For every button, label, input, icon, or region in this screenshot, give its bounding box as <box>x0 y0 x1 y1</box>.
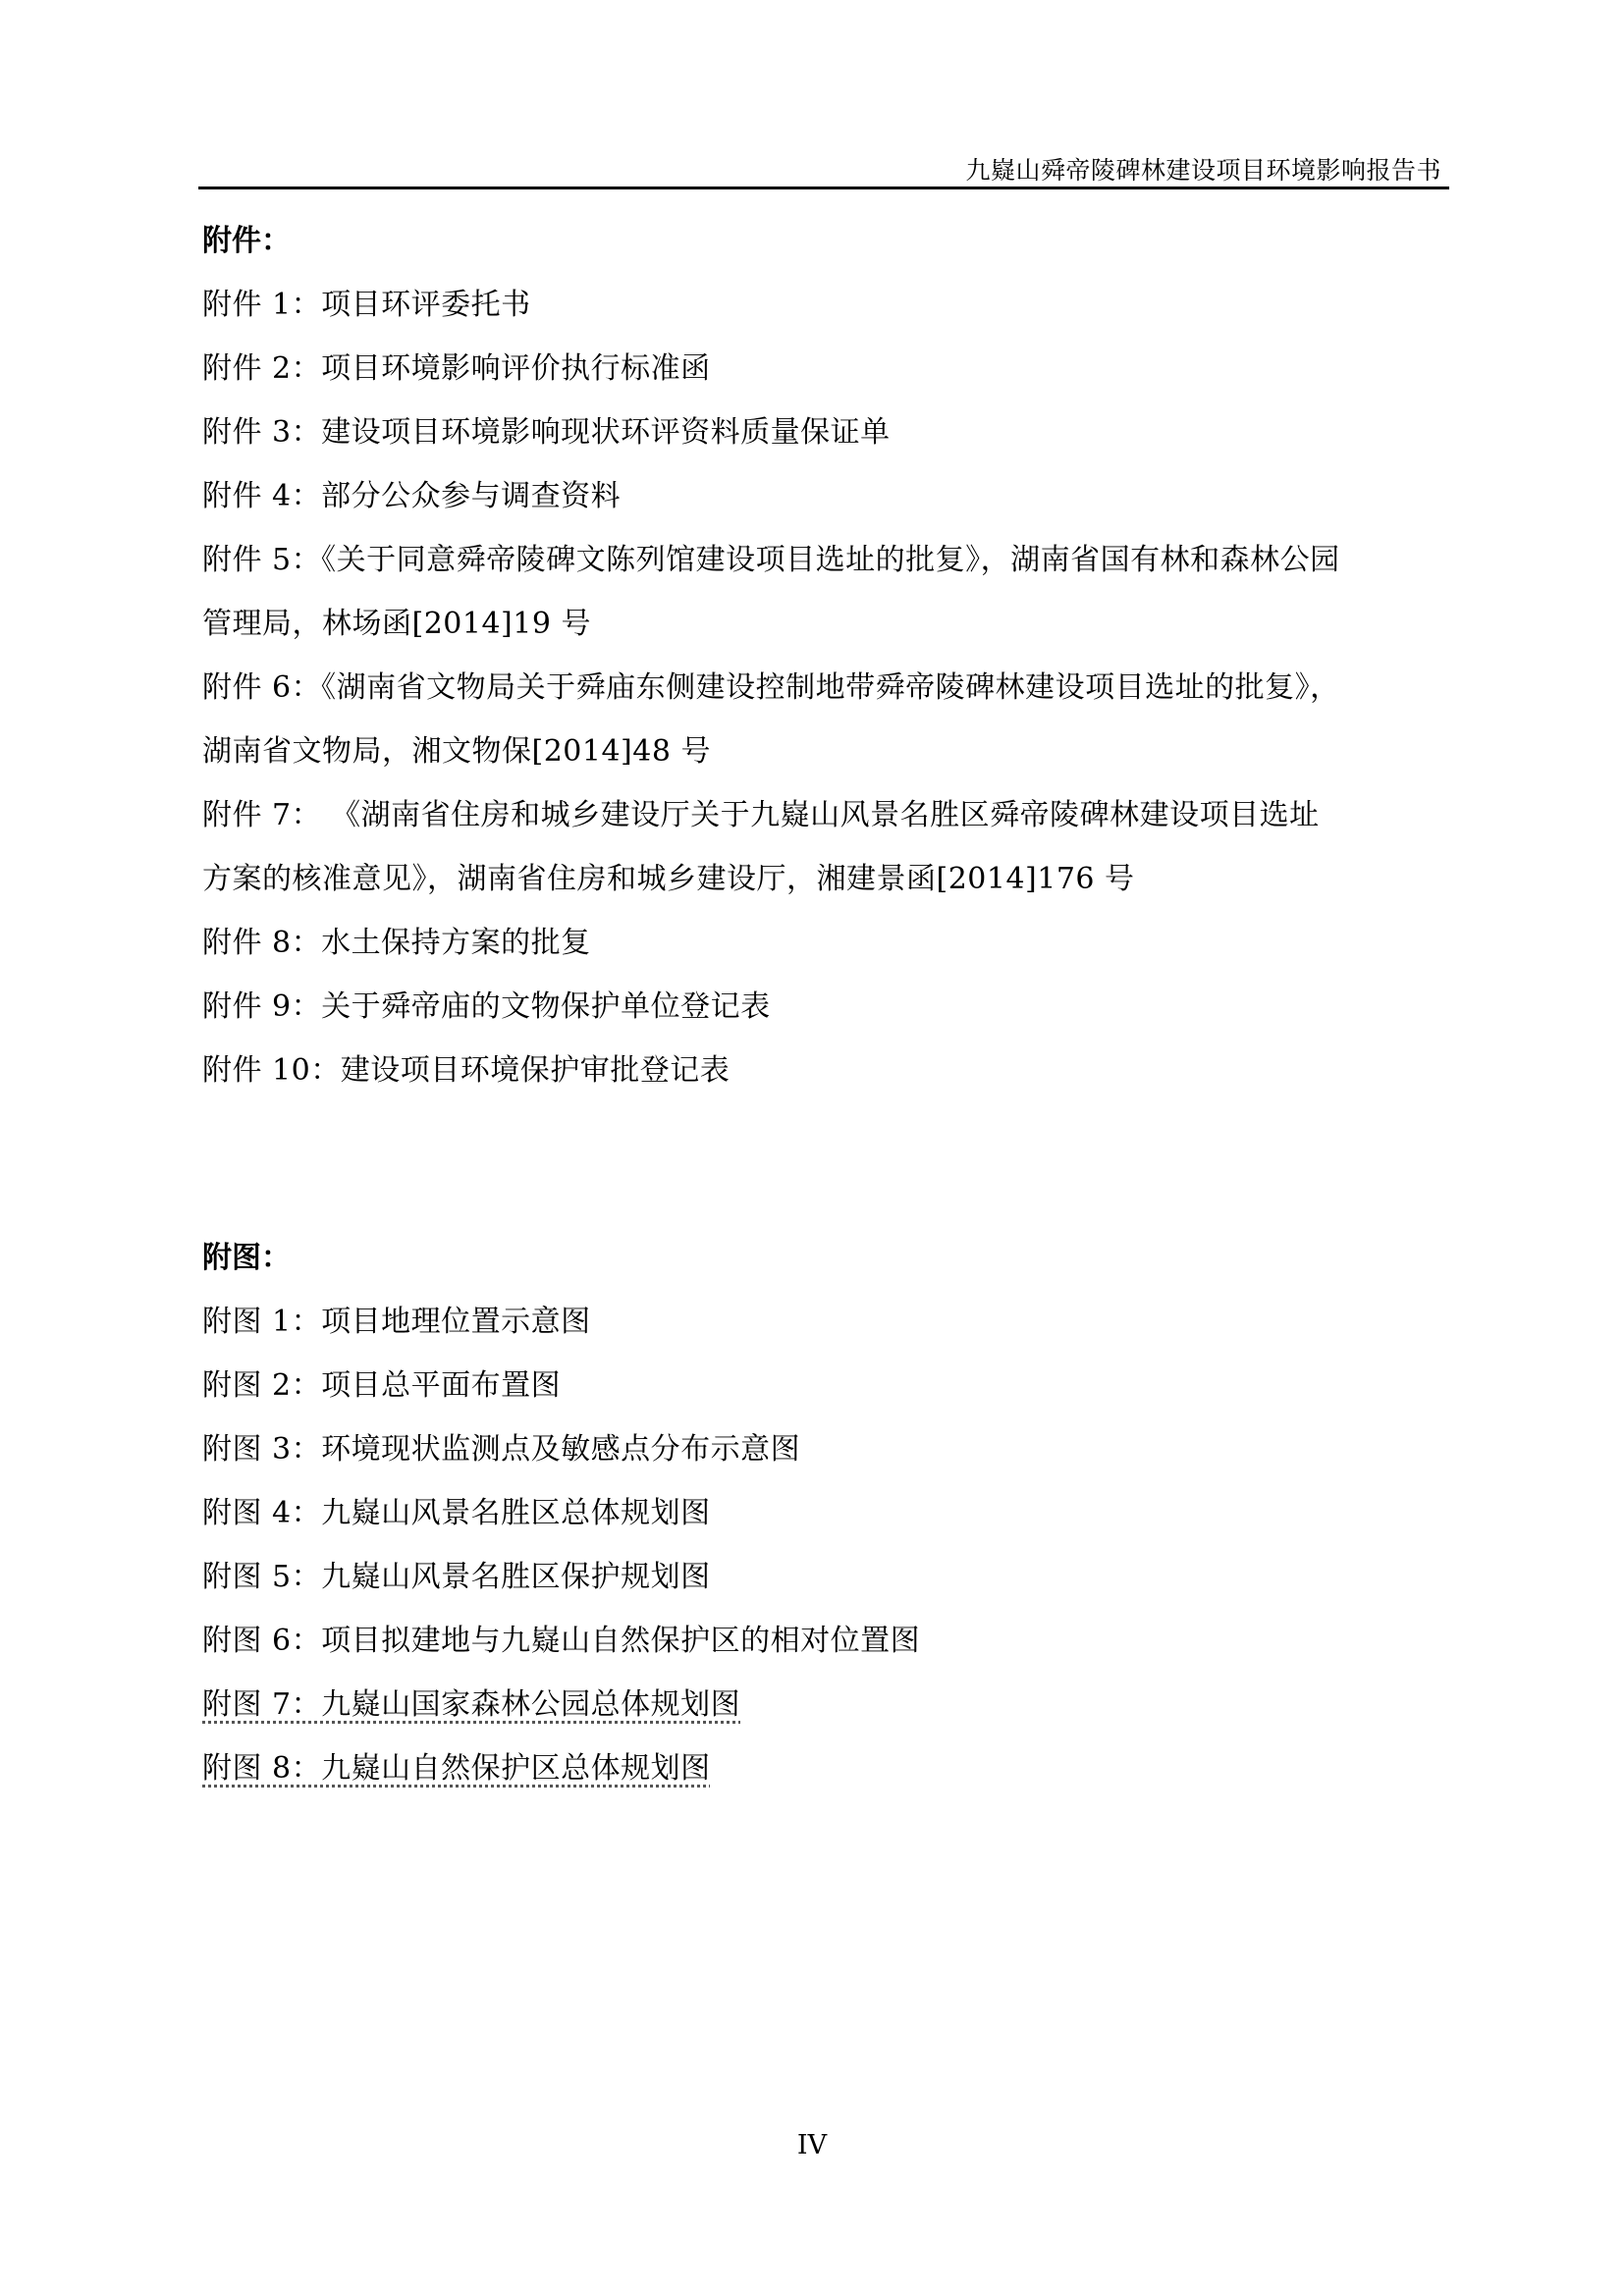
figure-item-6: 附图 6：项目拟建地与九嶷山自然保护区的相对位置图 <box>202 1624 921 1658</box>
page-number: IV <box>796 2130 828 2161</box>
attachment-item-4: 附件 4：部分公众参与调查资料 <box>202 479 622 513</box>
attachments-section <box>202 210 1449 1102</box>
attachments-title: 附件： <box>202 224 291 258</box>
running-header: 九嶷山舜帝陵碑林建设项目环境影响报告书 <box>965 156 1441 185</box>
figure-item-3: 附图 3：环境现状监测点及敏感点分布示意图 <box>202 1432 801 1467</box>
attachment-item-8: 附件 8：水土保持方案的批复 <box>202 926 591 960</box>
attachment-item-5-line-2: 管理局，林场函[2014]19 号 <box>202 607 591 641</box>
attachment-item-10: 附件 10：建设项目环境保护审批登记表 <box>202 1053 731 1088</box>
figures-title: 附图： <box>202 1241 291 1275</box>
attachment-item-9: 附件 9：关于舜帝庙的文物保护单位登记表 <box>202 989 771 1024</box>
figure-item-7-text: 附图 7：九嶷山国家森林公园总体规划图 <box>202 1687 741 1722</box>
attachment-item-2: 附件 2：项目环境影响评价执行标准函 <box>202 351 711 386</box>
attachment-item-7-line-2: 方案的核准意见》，湖南省住房和城乡建设厅，湘建景函[2014]176 号 <box>202 862 1135 896</box>
figure-item-2: 附图 2：项目总平面布置图 <box>202 1368 562 1403</box>
attachment-item-3: 附件 3：建设项目环境影响现状环评资料质量保证单 <box>202 415 891 450</box>
figure-item-1: 附图 1：项目地理位置示意图 <box>202 1305 591 1339</box>
figures-section <box>202 1227 1449 1800</box>
figure-item-8 <box>202 1736 1449 1800</box>
attachment-item-7-line-1: 附件 7： 《湖南省住房和城乡建设厅关于九嶷山风景名胜区舜帝陵碑林建设项目选址 <box>202 798 1320 832</box>
figure-item-5: 附图 5：九嶷山风景名胜区保护规划图 <box>202 1560 711 1594</box>
attachment-item-5-line-1: 附件 5：《关于同意舜帝陵碑文陈列馆建设项目选址的批复》，湖南省国有林和森林公园 <box>202 543 1340 577</box>
figure-item-8-text: 附图 8：九嶷山自然保护区总体规划图 <box>202 1751 711 1786</box>
header-rule <box>198 187 1449 189</box>
figure-item-4: 附图 4：九嶷山风景名胜区总体规划图 <box>202 1496 711 1530</box>
attachment-item-6-line-2: 湖南省文物局，湘文物保[2014]48 号 <box>202 734 711 769</box>
attachment-item-6-line-1: 附件 6：《湖南省文物局关于舜庙东侧建设控制地带舜帝陵碑林建设项目选址的批复》， <box>202 670 1340 705</box>
figure-item-7 <box>202 1673 1449 1736</box>
attachment-item-1: 附件 1：项目环评委托书 <box>202 288 531 322</box>
